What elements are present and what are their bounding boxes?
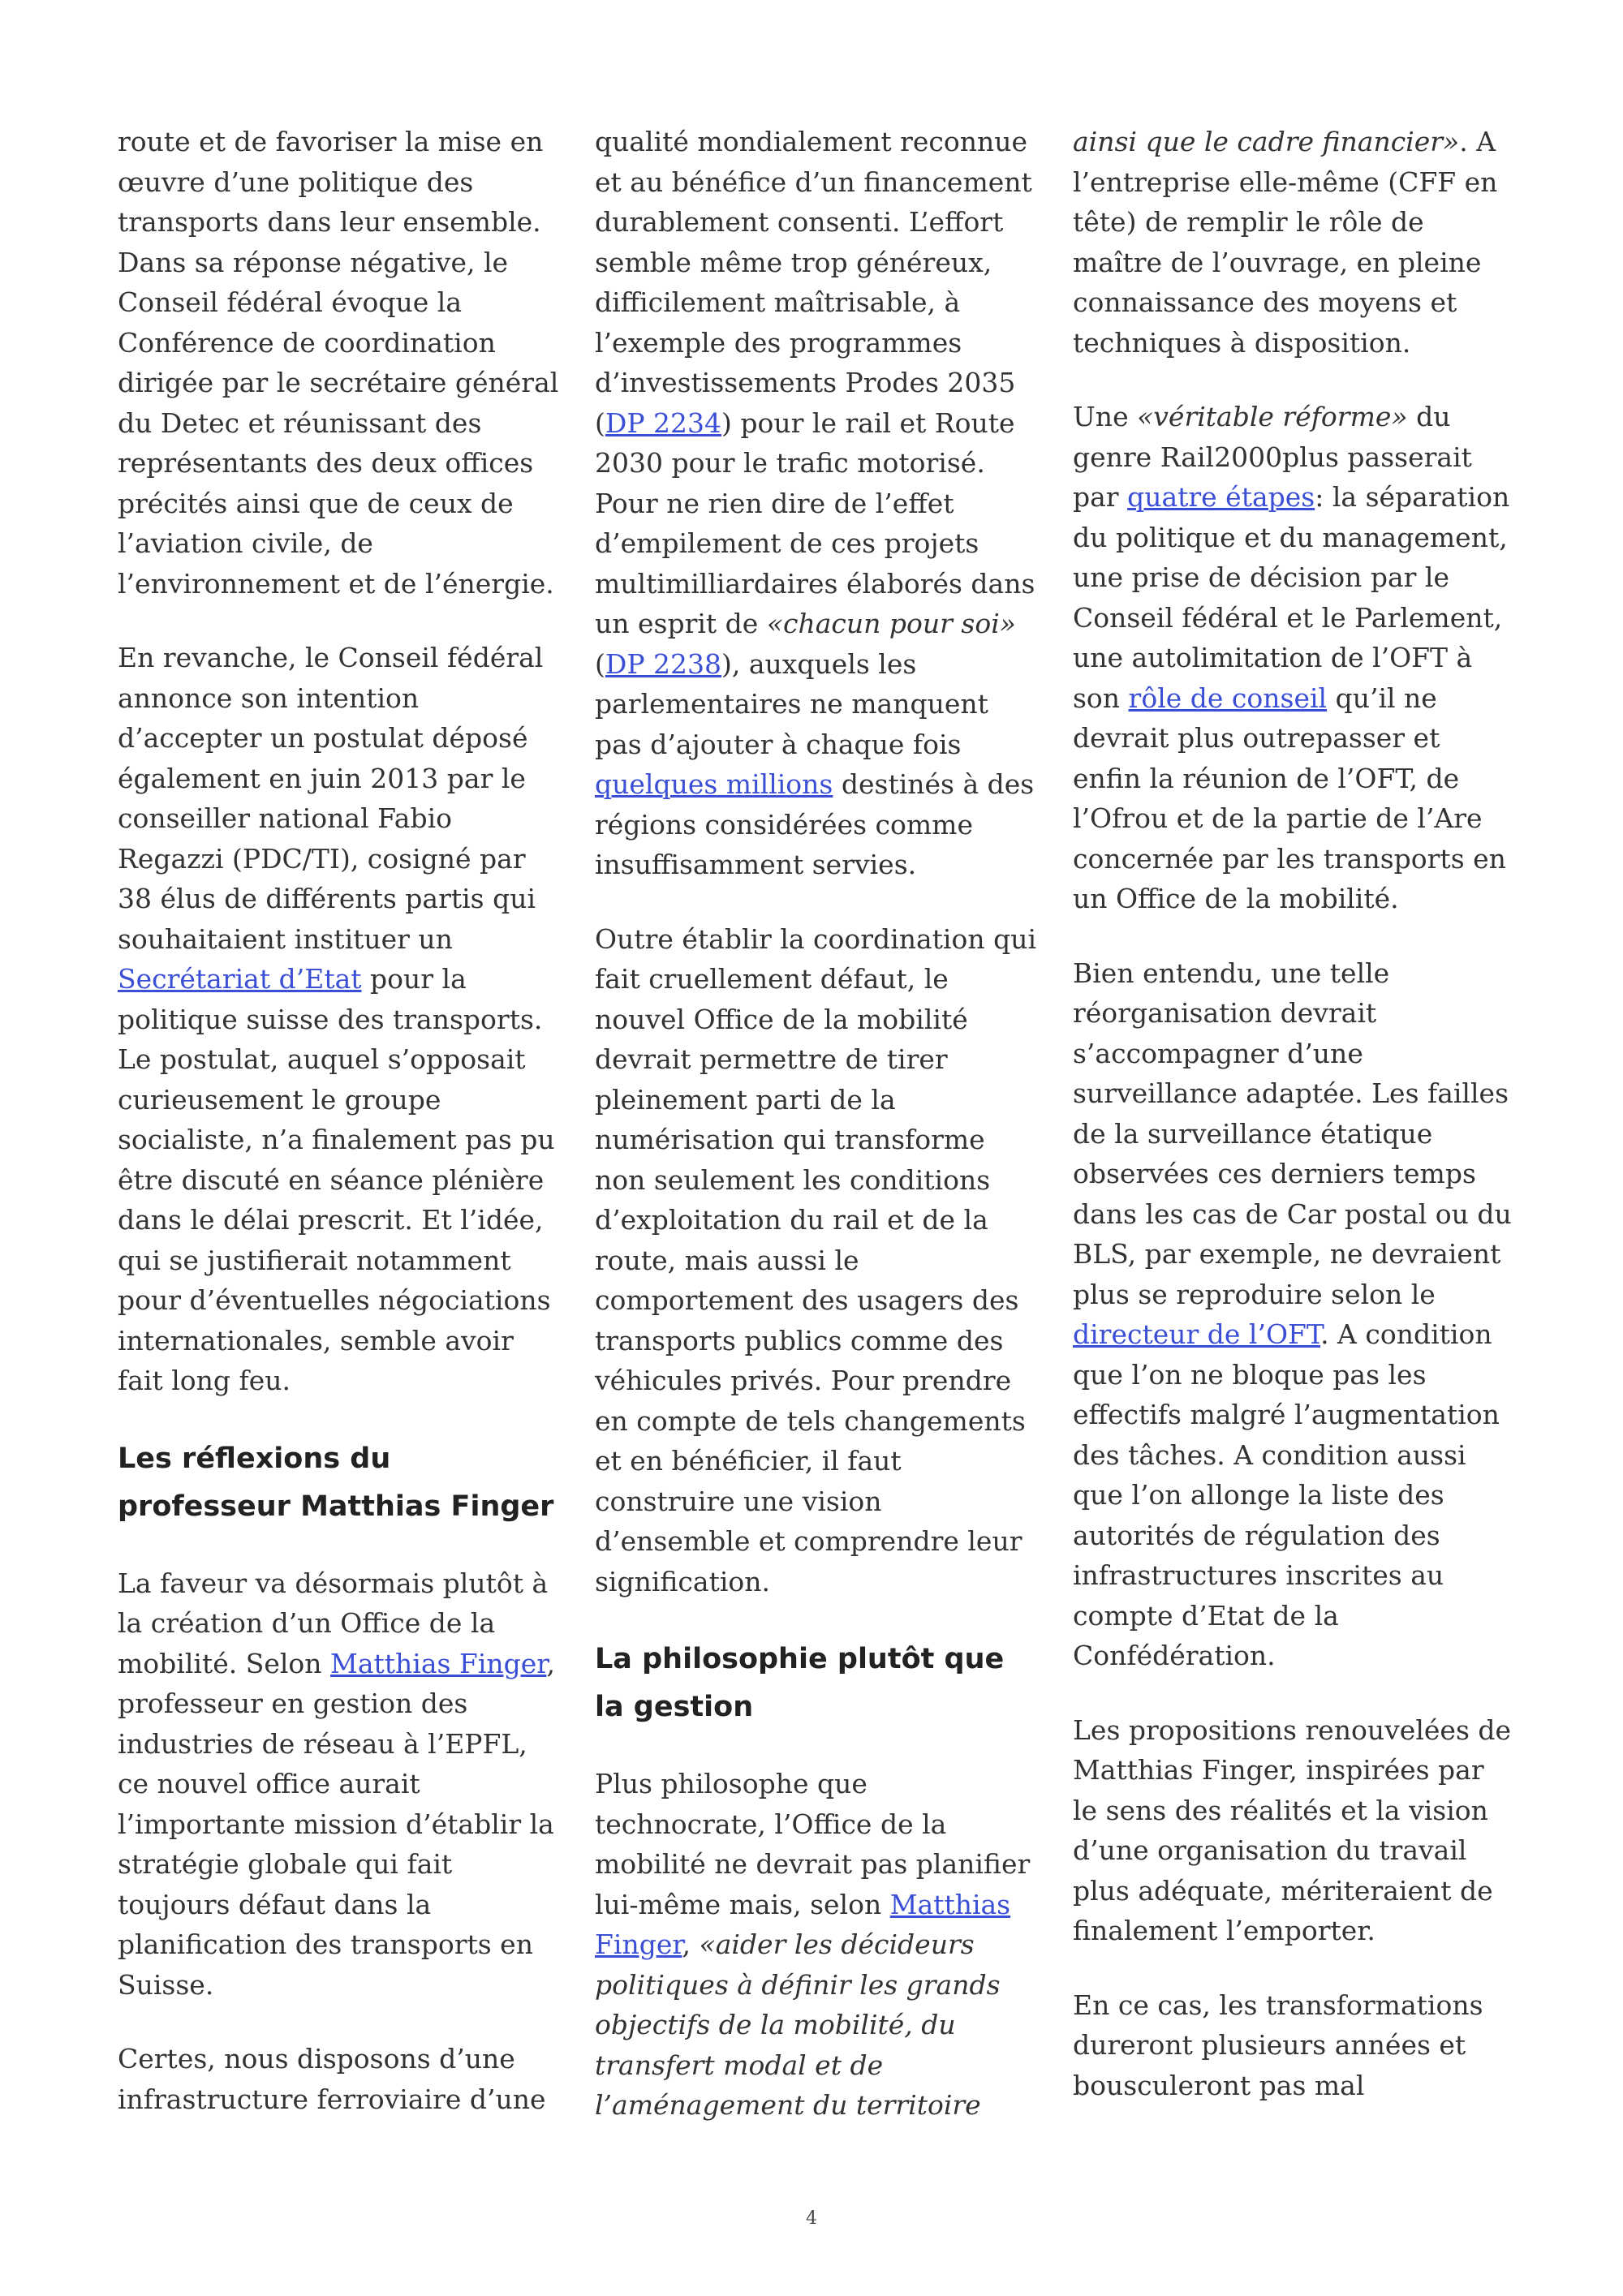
column-1	[118, 122, 560, 2153]
text-span: Une	[1073, 401, 1138, 432]
text-span: qu’il ne devrait plus outrepasser et enfin la réunion de l’OFT, de l’Ofrou et de la partie de l’Are concernée par les transports en un Office de la mobilité.	[1073, 681, 1506, 914]
paragraph: Certes, nous disposons d’une infrastructure ferroviaire d’une	[118, 2043, 546, 2115]
quote: «véritable réforme»	[1137, 401, 1408, 432]
paragraph	[1073, 397, 1515, 919]
paragraph: route et de favoriser la mise en œuvre d’une politique des transports dans leur ensemble. Dans sa réponse négative, le Conseil fédéral évoque la Conférence de coordination dirigée par le secrétaire général du Detec et réunissant des représentants des deux offices précités ainsi que de ceux de l’aviation civile, de l’environnement et de l’énergie.	[118, 126, 559, 600]
paragraph	[595, 1764, 1037, 2126]
link-secretariat-etat[interactable]: Secrétariat d’Etat	[118, 963, 362, 995]
link-directeur-oft[interactable]: directeur de l’OFT	[1073, 1318, 1321, 1350]
page-number: 4	[806, 2208, 817, 2229]
link-dp-2234[interactable]: DP 2234	[605, 406, 722, 439]
text-span: Plus philosophe que technocrate, l’Office de la mobilité ne devrait pas planifier lui-même mais, selon	[595, 1768, 1031, 1920]
paragraph	[595, 122, 1037, 885]
paragraph: En ce cas, les transformations dureront plusieurs années et bousculeront pas mal	[1073, 1989, 1483, 2101]
column-2	[595, 122, 1037, 2160]
text-span: : la séparation du politique et du management, une prise de décision par le Conseil fédéral et le Parlement, une autolimitation de l’OFT à son	[1073, 481, 1510, 714]
paragraph	[118, 1563, 560, 2006]
text-span: . A condition que l’on ne bloque pas les effectifs malgré l’augmentation des tâches. A condition aussi que l’on allonge la liste des autorités de régulation des infrastructures inscrites au compte d’Etat de la Confédération.	[1073, 1318, 1500, 1671]
text-span: du genre Rail2000plus passerait par	[1073, 401, 1472, 513]
section-heading: Les réflexions du professeur Matthias Finger	[118, 1442, 554, 1523]
text-span: ) pour le rail et Route 2030 pour le trafic motorisé. Pour ne rien dire de l’effet d’empilement de ces projets multimilliardaires élaborés dans un esprit de	[595, 406, 1035, 639]
quote: «aider les décideurs politiques à définir les grands objectifs de la mobilité, du transfert modal et de l’aménagement du territoire	[595, 1928, 1001, 2121]
text-span: qualité mondialement reconnue et au bénéfice d’un financement durablement consenti. L’effort semble même trop généreux, difficilement maîtrisable, à l’exemple des programmes d’investissements Prodes 2035 (	[595, 126, 1032, 439]
paragraph	[1073, 953, 1515, 1676]
text-span: ), auxquels les parlementaires ne manquent pas d’ajouter à chaque fois	[595, 647, 988, 760]
link-dp-2238[interactable]: DP 2238	[605, 647, 722, 680]
text-span: . A l’entreprise elle-même (CFF en tête) de remplir le rôle de maître de l’ouvrage, en pleine connaissance des moyens et techniques à disposition.	[1073, 126, 1498, 359]
link-matthias-finger[interactable]: Matthias Finger	[330, 1647, 547, 1679]
paragraph	[118, 638, 560, 1401]
text-span: La faveur va désormais plutôt à la création d’un Office de la mobilité. Selon	[118, 1567, 549, 1679]
text-span: , professeur en gestion des industries de réseau à l’EPFL, ce nouvel office aurait l’importante mission d’établir la stratégie globale qui fait toujours défaut dans la planification des transports en Suisse.	[118, 1647, 555, 2001]
paragraph: Outre établir la coordination qui fait cruellement défaut, le nouvel Office de la mobilité devrait permettre de tirer pleinement parti de la numérisation qui transforme non seulement les conditions d’exploitation du rail et de la route, mais aussi le comportement des usagers des transports publics comme des véhicules privés. Pour prendre en compte de tels changements et en bénéficier, il faut construire une vision d’ensemble et comprendre leur signification.	[595, 922, 1037, 1597]
link-quelques-millions[interactable]: quelques millions	[595, 768, 833, 800]
text-span: (	[595, 647, 605, 680]
link-quatre-etapes[interactable]: quatre étapes	[1127, 481, 1315, 513]
text-span: pour la politique suisse des transports. Le postulat, auquel s’opposait curieusement le groupe socialiste, n’a finalement pas pu être discuté en séance plénière dans le délai prescrit. Et l’idée, qui se justifierait notamment pour d’éventuelles négociations internationales, semble avoir fait long feu.	[118, 963, 555, 1396]
quote: ainsi que le cadre financier»	[1073, 126, 1460, 157]
link-matthias-finger[interactable]: Matthias Finger	[595, 1888, 1011, 1960]
paragraph: Les propositions renouvelées de Matthias Finger, inspirées par le sens des réalités et la vision d’une organisation du travail plus adéquate, mériteraient de finalement l’emporter.	[1073, 1713, 1512, 1946]
text-span: Bien entendu, une telle réorganisation devrait s’accompagner d’une surveillance adaptée. Les failles de la surveillance étatique observées ces derniers temps dans les cas de Car postal ou du BLS, par exemple, ne devraient plus se reproduire selon le	[1073, 957, 1512, 1310]
text-span: ,	[682, 1928, 700, 1960]
link-role-de-conseil[interactable]: rôle de conseil	[1128, 681, 1328, 714]
text-span: destinés à des régions considérées comme insuffisamment servies.	[595, 768, 1035, 880]
column-3	[1073, 122, 1515, 2139]
quote: «chacun pour soi»	[766, 608, 1016, 639]
text-span: En revanche, le Conseil fédéral annonce son intention d’accepter un postulat déposé également en juin 2013 par le conseiller national Fabio Regazzi (PDC/TI), cosigné par 38 élus de différents partis qui souhaitaient instituer un	[118, 642, 544, 955]
paragraph	[1073, 122, 1515, 363]
section-heading: La philosophie plutôt que la gestion	[595, 1643, 1005, 1723]
